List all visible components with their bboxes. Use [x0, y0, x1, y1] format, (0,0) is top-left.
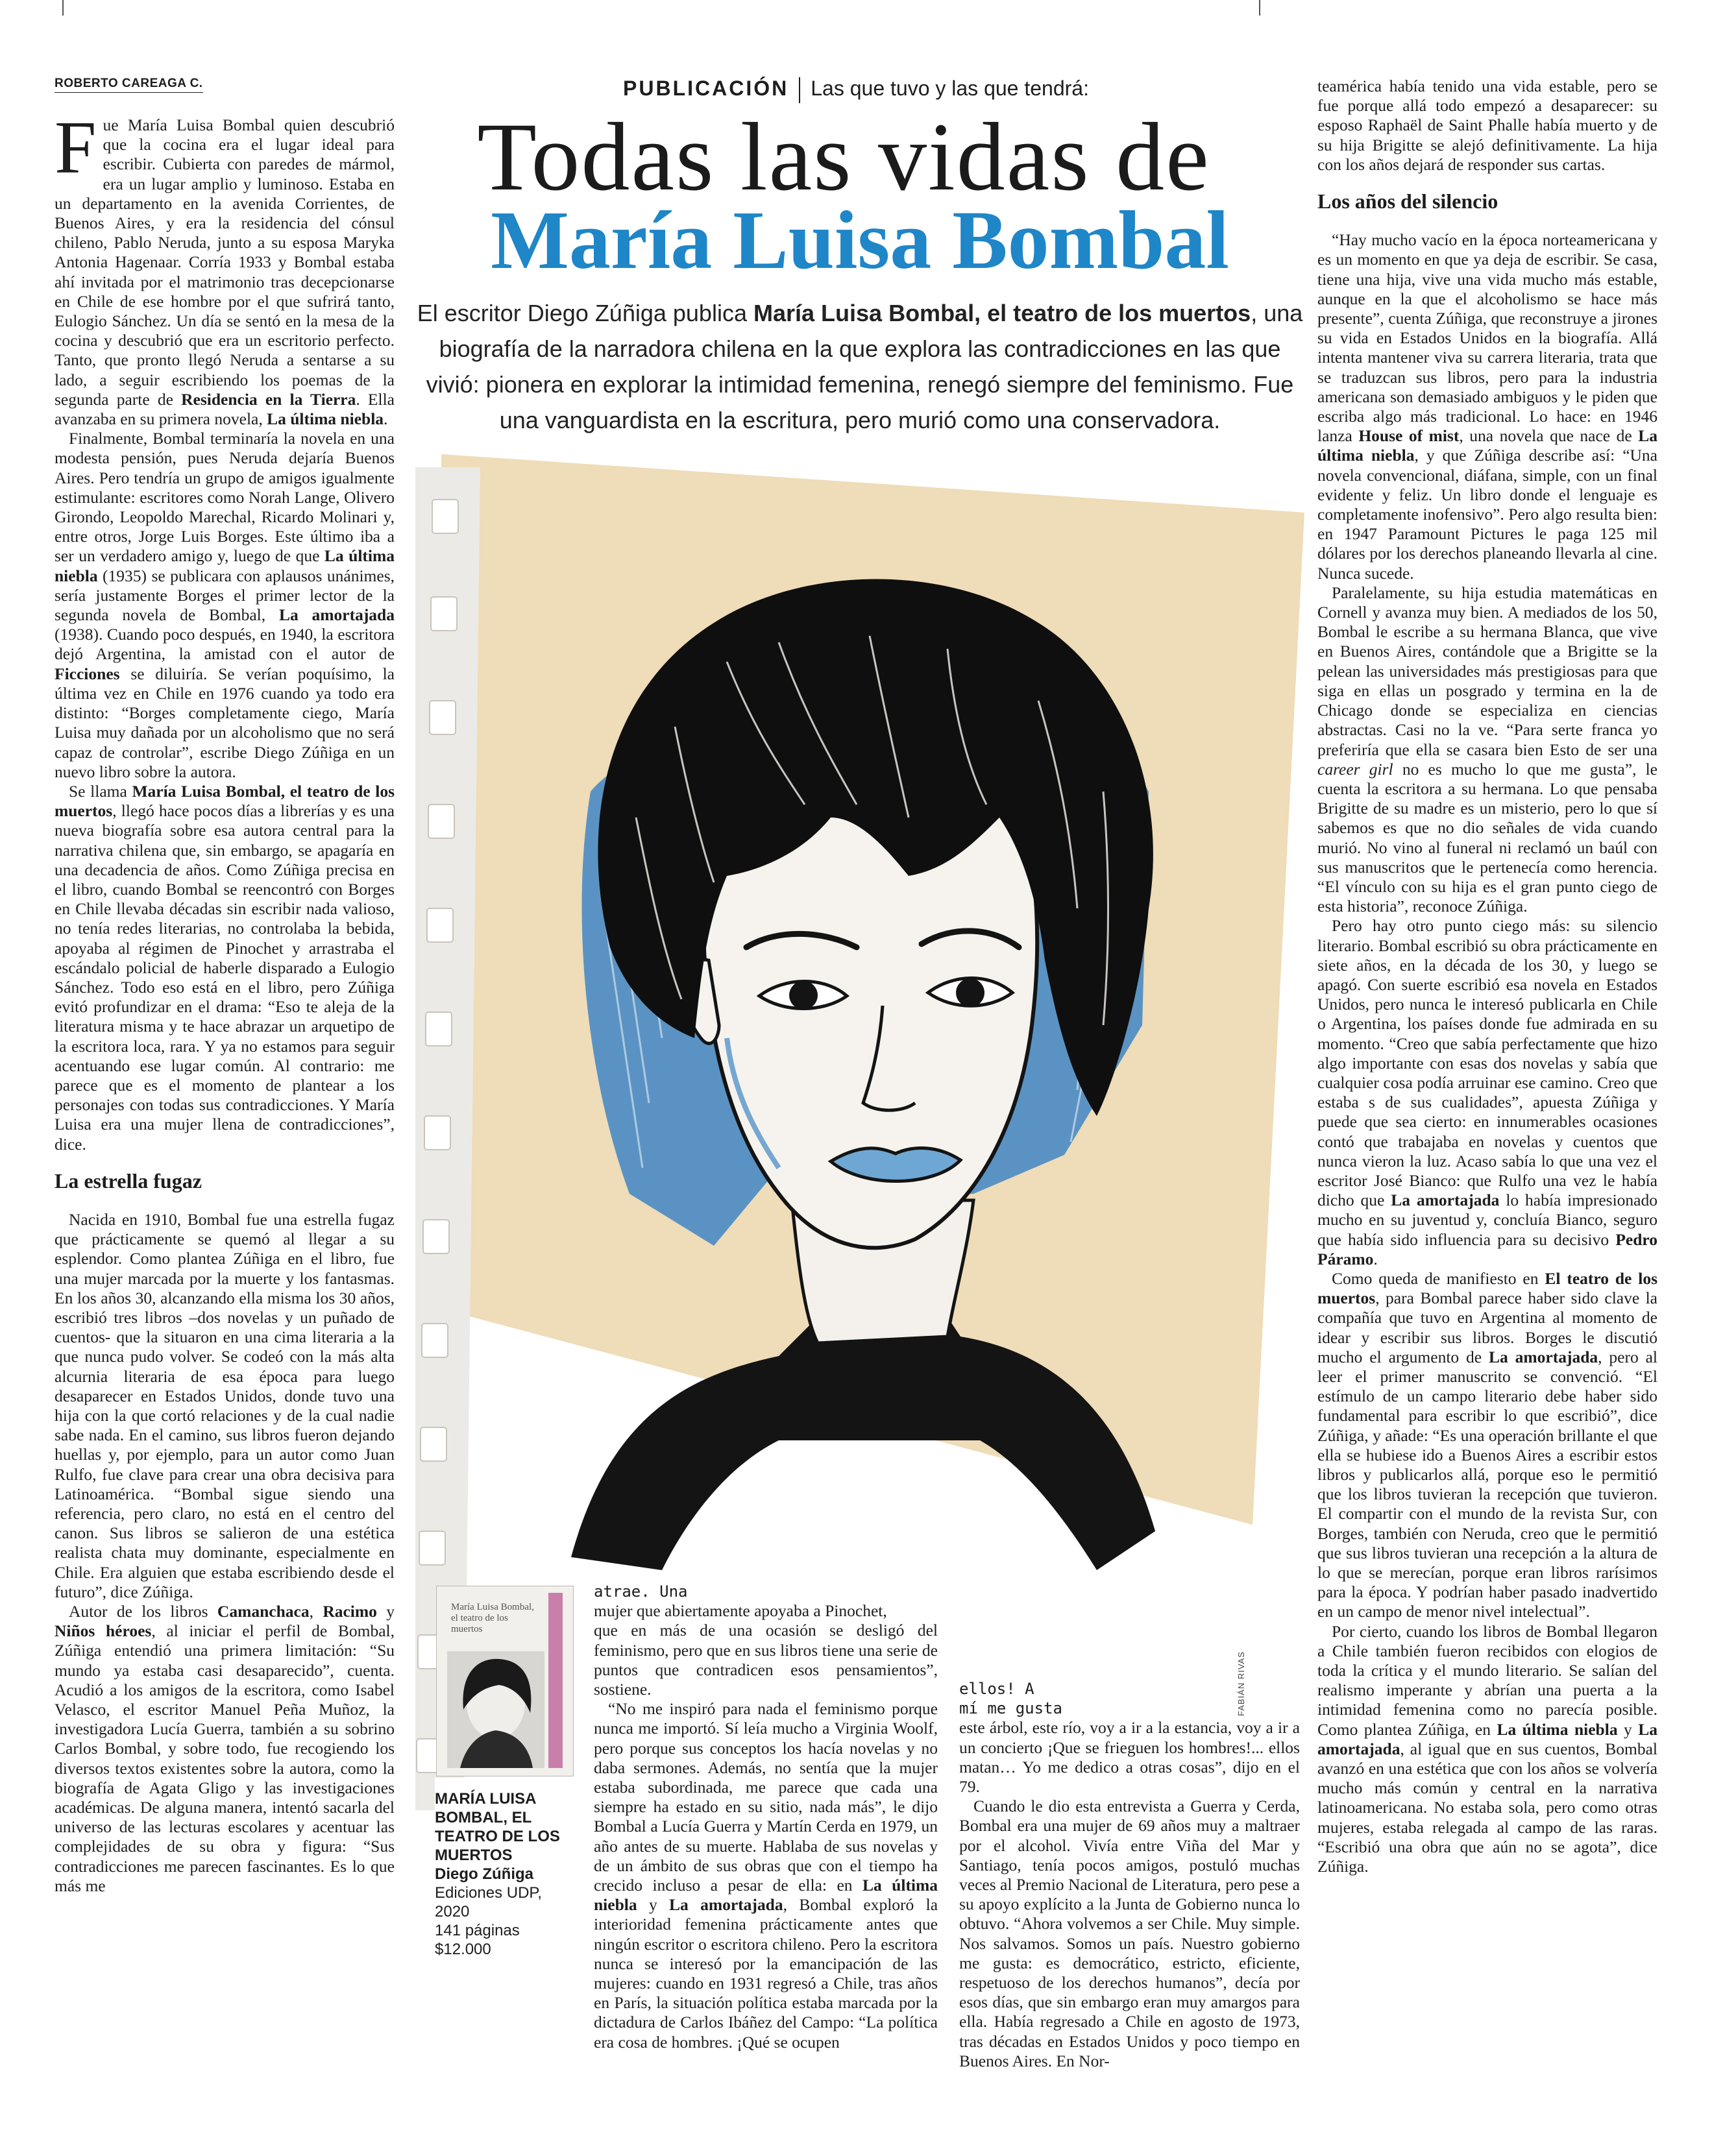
book-reference: Ficciones: [55, 664, 120, 683]
crop-mark-left: [62, 0, 64, 16]
paragraph: [55, 106, 395, 429]
byline: ROBERTO CAREAGA C.: [55, 77, 203, 93]
text: .: [384, 409, 388, 429]
text: Autor de los libros: [69, 1602, 217, 1621]
book-cover-title: María Luisa Bombal, el teatro de los muertos: [451, 1602, 534, 1634]
text: . Ella avanzaba en su primera novela,: [55, 389, 395, 429]
book-reference: La última niebla: [267, 409, 384, 429]
paragraph: [1317, 230, 1657, 583]
text: , y que Zúñiga describe así: “Una novela convencional, diáfana, simple, con un final evidente y feliz. Un libro donde el lenguaje es completamente inofensivo”. Pero algo resulta bien: en 1947 Paramount Pictures le paga 125 mil dólares por los derechos planeando llevarla al cine. Nunca sucede.: [1317, 446, 1657, 583]
book-reference: La última niebla: [1497, 1719, 1618, 1739]
text: lo había impresionado mucho en su juventud y, concluía Bianco, seguro que había sido influencia para su decisivo: [1317, 1191, 1657, 1249]
text: se diluiría. Se verían poquísimo, la última vez en Chile en 1976 cuando ya todo era distinto: “Borges completamente ciego, María Luisa muy dañada por un alcoholismo que no será capaz de controlar”, escribe Diego Zúñiga en un nuevo libro sobre la autora.: [55, 664, 395, 781]
kicker-divider: [799, 77, 800, 103]
text: , al igual que en sus cuentos, Bombal avanzó en una estética que con los años se volvería mucho más común y central en la narrativa latinoamericana. No estaba sola, pero como otras mujeres, estaba relegada al campo de las raras. “Escribió una obra que aún no se agota”, dice Zúñiga.: [1317, 1739, 1657, 1876]
book-reference: La amortajada: [669, 1895, 783, 1915]
book-reference: Pedro Páramo: [1317, 1229, 1657, 1268]
book-reference: La amortajada: [1489, 1347, 1598, 1366]
text: , para Bombal parece haber sido clave la compañía que tuvo en Argentina al momento de idear y escribir sus libros. Borges le discutió mucho el argumento de: [1317, 1289, 1657, 1366]
section-label: PUBLICACIÓN: [623, 77, 789, 100]
book-reference: Racimo: [323, 1602, 377, 1621]
book-reference: La última niebla: [594, 1876, 938, 1915]
text: Paralelamente, su hija estudia matemáticas en Cornell y avanza muy bien. A mediados de los 50, Bombal le escribe a su hermana Blanca, que vive en Buenos Aires, contándole que a Brigitte se la pelean las universidades más prestigiosas para que siga en ellas un posgrado y termina en la de Chicago donde se especializa en ciencias abstractas. Casi no la ve. “Para serte franca yo preferiría que ella se casara bien Esto de ser una: [1317, 583, 1657, 759]
book-reference: Residencia en la Tierra: [181, 389, 356, 409]
text: , llegó hace pocos días a librerías y es una nueva biografía sobre esa autora central para la narrativa chilena que, sin embargo, se apagaría en una decadencia de años. Como Zúñiga precisa en el libro, cuando Bombal se reencontró con Borges en Chile llevaba décadas sin escribir nada valioso, no tenía redes literarias, no controlaba la bebida, apoyaba al régimen de Pinochet y arrastraba el escándalo policial de haberle disparado a Eulogio Sánchez. Todo eso está en el libro, pero Zúñiga evitó profundizar en el drama: “Eso te aleja de la literatura misma y te hace abrazar un arquetipo de la escritora loca, rara. Y ya no estamos para seguir acentuando ese lugar común. Al contrario: me parece que es el momento de plantear a los personajes con todas sus contradicciones. Y María Luisa era una mujer llena de contradicciones”, dice.: [55, 801, 395, 1154]
book-cover-spine: [548, 1593, 563, 1768]
book-info-title: MARÍA LUISA BOMBAL, EL TEATRO DE LOS MUERTOS: [435, 1790, 560, 1864]
text-line: mujer que abiertamente apoyaba a Pinochet,: [594, 1601, 887, 1621]
paragraph: este árbol, este río, voy a ir a la estancia, voy a ir a un concierto ¡Que se frieguen los hombres!... ellos matan… Yo me dedico a otras cosas”, dijo en el 79.: [959, 1718, 1300, 1797]
paragraph: Nacida en 1910, Bombal fue una estrella fugaz que prácticamente se quemó al llegar a su esplendor. Como plantea Zúñiga en el libro, fue una mujer marcada por la muerte y los fantasmas. En los años 30, alcanzando ella misma los 30 años, escribió tres libros –dos novelas y un puñado de cuentos- que la situaron en una cima literaria a la que nunca pudo volver. Se codeó con la más alta alcurnia literaria de esa época para luego desaparecer en Estados Unidos, donde tuvo una hija con la que cortó relaciones y de la cual nadie sabe nada. En el camino, sus libros fueron dejando huellas y, por ejemplo, para un autor como Juan Rulfo, fue clave para crear una obra decisiva para Latinoamérica. “Bombal sigue siendo una referencia, pero claro, no está en el centro del canon. Sus libros se salieron de una estética realista chata muy dominante, especialmente en Chile. Era alguien que estaba escribiendo desde el futuro”, dice Zúñiga.: [55, 1209, 395, 1601]
text: no es mucho lo que me gusta”, le cuenta la escritora a su hermana. Lo que pensaba Brigitte de su madre es un misterio, pero lo que sí sabemos es que no dio señales de vida cuando murió. No vino al funeral ni reclamó un baúl con sus manuscritos que le pertenecía como herencia. “El vínculo con su hija es el gran punto ciego de esta historia”, reconoce Zúñiga.: [1317, 759, 1657, 916]
text-line: mí me gusta: [959, 1699, 1062, 1718]
text: ue María Luisa Bombal quien descubrió que la cocina era el lugar ideal para escribir. Cubierta con paredes de mármol, era un lugar amplio y luminoso. Estaba en un departamento en la avenida Corrientes, de Buenos Aires, y era la residencia del cónsul chileno, Pablo Neruda, junto a su esposa Maryka Antonia Hagenaar. Corría 1933 y Bombal estaba ahí invitada por el matrimonio tras decepcionarse en Chile de ese hombre por el que sufrirá tanto, Eulogio Sánchez. Un día se sentó en la mesa de la cocina y descubrió que era un escritorio perfecto. Tanto, que pronto llegó Neruda a sentarse a su lado, a seguir escribiendo los poemas de la segunda parte de: [55, 115, 395, 409]
paragraph: que en más de una ocasión se desligó del feminismo, pero que en sus libros tiene una serie de puntos que contradicen esos pensamientos”, sostiene.: [594, 1621, 938, 1699]
book-reference: La amortajada: [1317, 1719, 1658, 1758]
book-reference: Niños héroes: [55, 1621, 152, 1641]
text: , al iniciar el perfil de Bombal, Zúñiga entendió una primera limitación: “Su mundo ya estaba casi desaparecido”, cuenta. Acudió a los amigos de la escritora, como Isabel Velasco, el escritor Manuel Peña Muñoz, la investigadora Lucía Guerra, también a su sobrino Carlos Bombal, y sobre todo, fue recogiendo los diversos textos existentes sobre la autora, como la biografía de Agata Gligo y las investigaciones académicas. De alguna manera, intentó sacarla del universo de las lecturas escolares y acentuar las complejidades de su obra y figura: “Sus contradicciones me parecen fascinantes. Es lo que más me: [55, 1621, 395, 1895]
paragraph: Cuando le dio esta entrevista a Guerra y Cerda, Bombal era una mujer de 69 años muy a maltraer por el alcohol. Vivía entre Viña del Mar y Santiago, tenía pocos amigos, postuló muchas veces al Premio Nacional de Literatura, pero pese a su apoyo explícito a la Junta de Gobierno nunca lo obtuvo. “Ahora volvemos a ser Chile. Muy simple. Nos salvamos. Somos un país. Nuestro gobierno me gusta: es democrático, estricto, eficiente, respetuoso de los derechos humanos”, decía por esos días, que sin embargo eran muy amargos para ella. Había regresado a Chile en agosto de 1973, tras décadas en Estados Unidos y poco tiempo en Buenos Aires. En Nor-: [959, 1797, 1300, 2070]
book-info-pages: 141 páginas: [435, 1922, 520, 1939]
book-reference: Camanchaca: [217, 1602, 310, 1621]
subheading-anos-silencio: Los años del silencio: [1317, 189, 1498, 213]
book-info-price: $12.000: [435, 1941, 491, 1958]
lead-rest: , una biografía de la narradora chilena en la que explora las contradicciones en las que vivió: pionera en explorar la intimidad femenina, renegó siempre del feminismo. Fue una vanguardista en la escritura, pero murió como una conservadora.: [426, 300, 1303, 433]
book-reference: La amortajada: [278, 605, 395, 625]
paragraph: [1317, 1622, 1657, 1877]
paragraph: [55, 782, 395, 1154]
paragraph: [55, 429, 395, 782]
lead-intro: El escritor Diego Zúñiga publica: [417, 300, 747, 326]
text: Como queda de manifiesto en: [1332, 1268, 1545, 1288]
headline-line-2: María Luisa Bombal: [491, 194, 1229, 286]
book-cover-photo: [447, 1651, 544, 1768]
article-lead: [415, 295, 1304, 438]
book-info-caption: [435, 1789, 571, 1959]
text: Finalmente, Bombal terminaría la novela en una modesta pensión, pues Neruda dejaría Buenos Aires. Pero tendría un grupo de amigos igualmente estimulante: escritores como Norah Lange, Olivero Girondo, Leopoldo Marechal, Ricardo Molinari y, entre otros, Jorge Luis Borges. Este último iba a ser un verdadero amigo y, luego de que: [55, 429, 395, 566]
text: , pero al leer el primer manuscrito se convenció. “El estímulo de un campo literario debe haber sido fundamental para escribir lo que escribió”, dice Zúñiga, y añade: “Es una operación brillante el que ella se hubiese ido a Buenos Aires a escribir estos libros y publicarlos allá, porque eso le permitió que los libros tuvieran la recepción que tuvieron. El compartir con el mundo de la revista Sur, con Borges, también con Neruda, creo que le permitió que sus libros tuvieran una recepción a la altura de lo que se merecían, porque eran libros rarísimos para la época. Y podrían haber pasado inadvertido en un campo de menor nivel intelectual”.: [1317, 1347, 1658, 1621]
text: Por cierto, cuando los libros de Bombal llegaron a Chile también fueron recibidos con elogios de toda la crítica y el mundo literario. Se salían del realismo imperante y abrían una puerta a la intimidad femenina como no parecía posible. Como plantea Zúñiga, en: [1317, 1621, 1657, 1739]
text: (1938). Cuando poco después, en 1940, la escritora dejó Argentina, la amistad con el autor de: [55, 625, 395, 664]
paragraph: [1317, 1269, 1657, 1622]
section-topic: Las que tuvo y las que tendrá:: [811, 77, 1089, 100]
subheading-estrella-fugaz: La estrella fugaz: [55, 1169, 202, 1193]
article-column-1: [55, 106, 395, 1896]
text: y: [637, 1895, 670, 1915]
text-line: atrae. Una: [594, 1582, 688, 1601]
book-cover-thumbnail: [436, 1586, 574, 1776]
paragraph: [594, 1699, 938, 2052]
book-info-publisher: Ediciones UDP, 2020: [435, 1884, 542, 1920]
text: , una novela que nace de: [1459, 426, 1639, 446]
paragraph: [1317, 583, 1657, 916]
text: y: [376, 1602, 395, 1621]
text: y: [1617, 1719, 1639, 1739]
text-line: ellos! A: [959, 1680, 1034, 1698]
paragraph: [1317, 916, 1657, 1269]
text: (1935) se publicara con aplausos unánimes, sería justamente Borges el primer lector de la segunda novela de Bombal,: [55, 566, 395, 625]
text: Se llama: [69, 781, 132, 801]
book-reference: La última niebla: [55, 546, 395, 585]
text: ,: [309, 1602, 323, 1621]
drop-cap: F: [55, 106, 97, 189]
illustration-credit: FABIÁN RIVAS: [1236, 1651, 1246, 1716]
book-reference: House of mist: [1358, 426, 1460, 446]
paragraph: teamérica había tenido una vida estable, pero se fue porque allá todo empezó a desaparecer: su esposo Raphaël de Saint Phalle había muerto y de su hija Brigitte se alejó definitivamente. La hija con los años dejará de responder sus cartas.: [1317, 77, 1657, 174]
lead-book-title: María Luisa Bombal, el teatro de los muertos: [753, 300, 1251, 326]
article-column-3: [959, 1679, 1300, 2071]
text: “No me inspiró para nada el feminismo porque nunca me importó. Sí leía mucho a Virginia Woolf, pero porque sus conceptos los hacía novelas y no daba sermones. Además, no sentía que la mujer estaba subordinada, me parece que cada una siempre ha estado en su sitio, nada más”, le dijo Bombal a Lucía Guerra y Martín Cerda en 1979, un año antes de su muerte. Hablaba de sus novelas y de un ámbito de sus obras que con el tiempo ha crecido incluso a pesar de ella: en: [594, 1699, 938, 1895]
article-column-4: [1317, 77, 1657, 1876]
book-reference: El teatro de los muertos: [1317, 1268, 1657, 1308]
book-reference: La amortajada: [1391, 1191, 1500, 1210]
italic-phrase: career girl: [1317, 759, 1393, 779]
text: Pero hay otro punto ciego más: su silencio literario. Bombal escribió su obra prácticamente en siete años, en la década de los 30, y luego se apagó. Con suerte escribió esa novela en Estados Unidos, pero nunca le interesó publicarla en Chile o Argentina, los países donde fue admirada en su momento. “Creo que sabía perfectamente que hizo algo importante con esas dos novelas y sabía que cualquier cosa podía arruinar ese camino. Creo que estaba s de sus cualidades”, apuesta Zúñiga y puede que sea cierto: en innumerables ocasiones contó que trabajaba en novelas y cuentos que nunca vieron la luz. Acaso sabía lo que una vez el escritor José Bianco: que Rulfo una vez le había dicho que: [1317, 916, 1657, 1210]
text: .: [1373, 1249, 1378, 1268]
book-reference: María Luisa Bombal, el teatro de los muertos: [55, 781, 395, 821]
book-reference: La última niebla: [1317, 426, 1657, 465]
headline-line-1: Todas las vidas de: [477, 103, 1210, 211]
article-column-2: [594, 1582, 938, 2052]
book-info-author: Diego Zúñiga: [435, 1865, 533, 1883]
paragraph: [55, 1602, 395, 1896]
text: , Bombal exploró la interioridad femenina prácticamente antes que ningún escritor o escritora chileno. Pero la escritora nunca se interesó por la emancipación de las mujeres: cuando en 1931 regresó a Chile, tras años en París, la situación política estaba marcada por la dictadura de Carlos Ibáñez del Campo: “La política era cosa de hombres. ¡Qué se ocupen: [594, 1895, 938, 2052]
crop-mark-right: [1259, 0, 1260, 16]
text: “Hay mucho vacío en la época norteamericana y es un momento en que ya deja de escribir. Se casa, tiene una hija, vive una vida mucho más estable, aunque en la que el alcoholismo se hace más presente”, cuenta Zúñiga, que reconstruye a jirones su vida en Estados Unidos en la biografía. Allá intenta mantener viva su carrera literaria, trata que se traduzcan sus libros, pero para la industria americana son demasiado ambiguos y le piden que escriba algo más tradicional. Lo hace: en 1946 lanza: [1317, 230, 1657, 446]
